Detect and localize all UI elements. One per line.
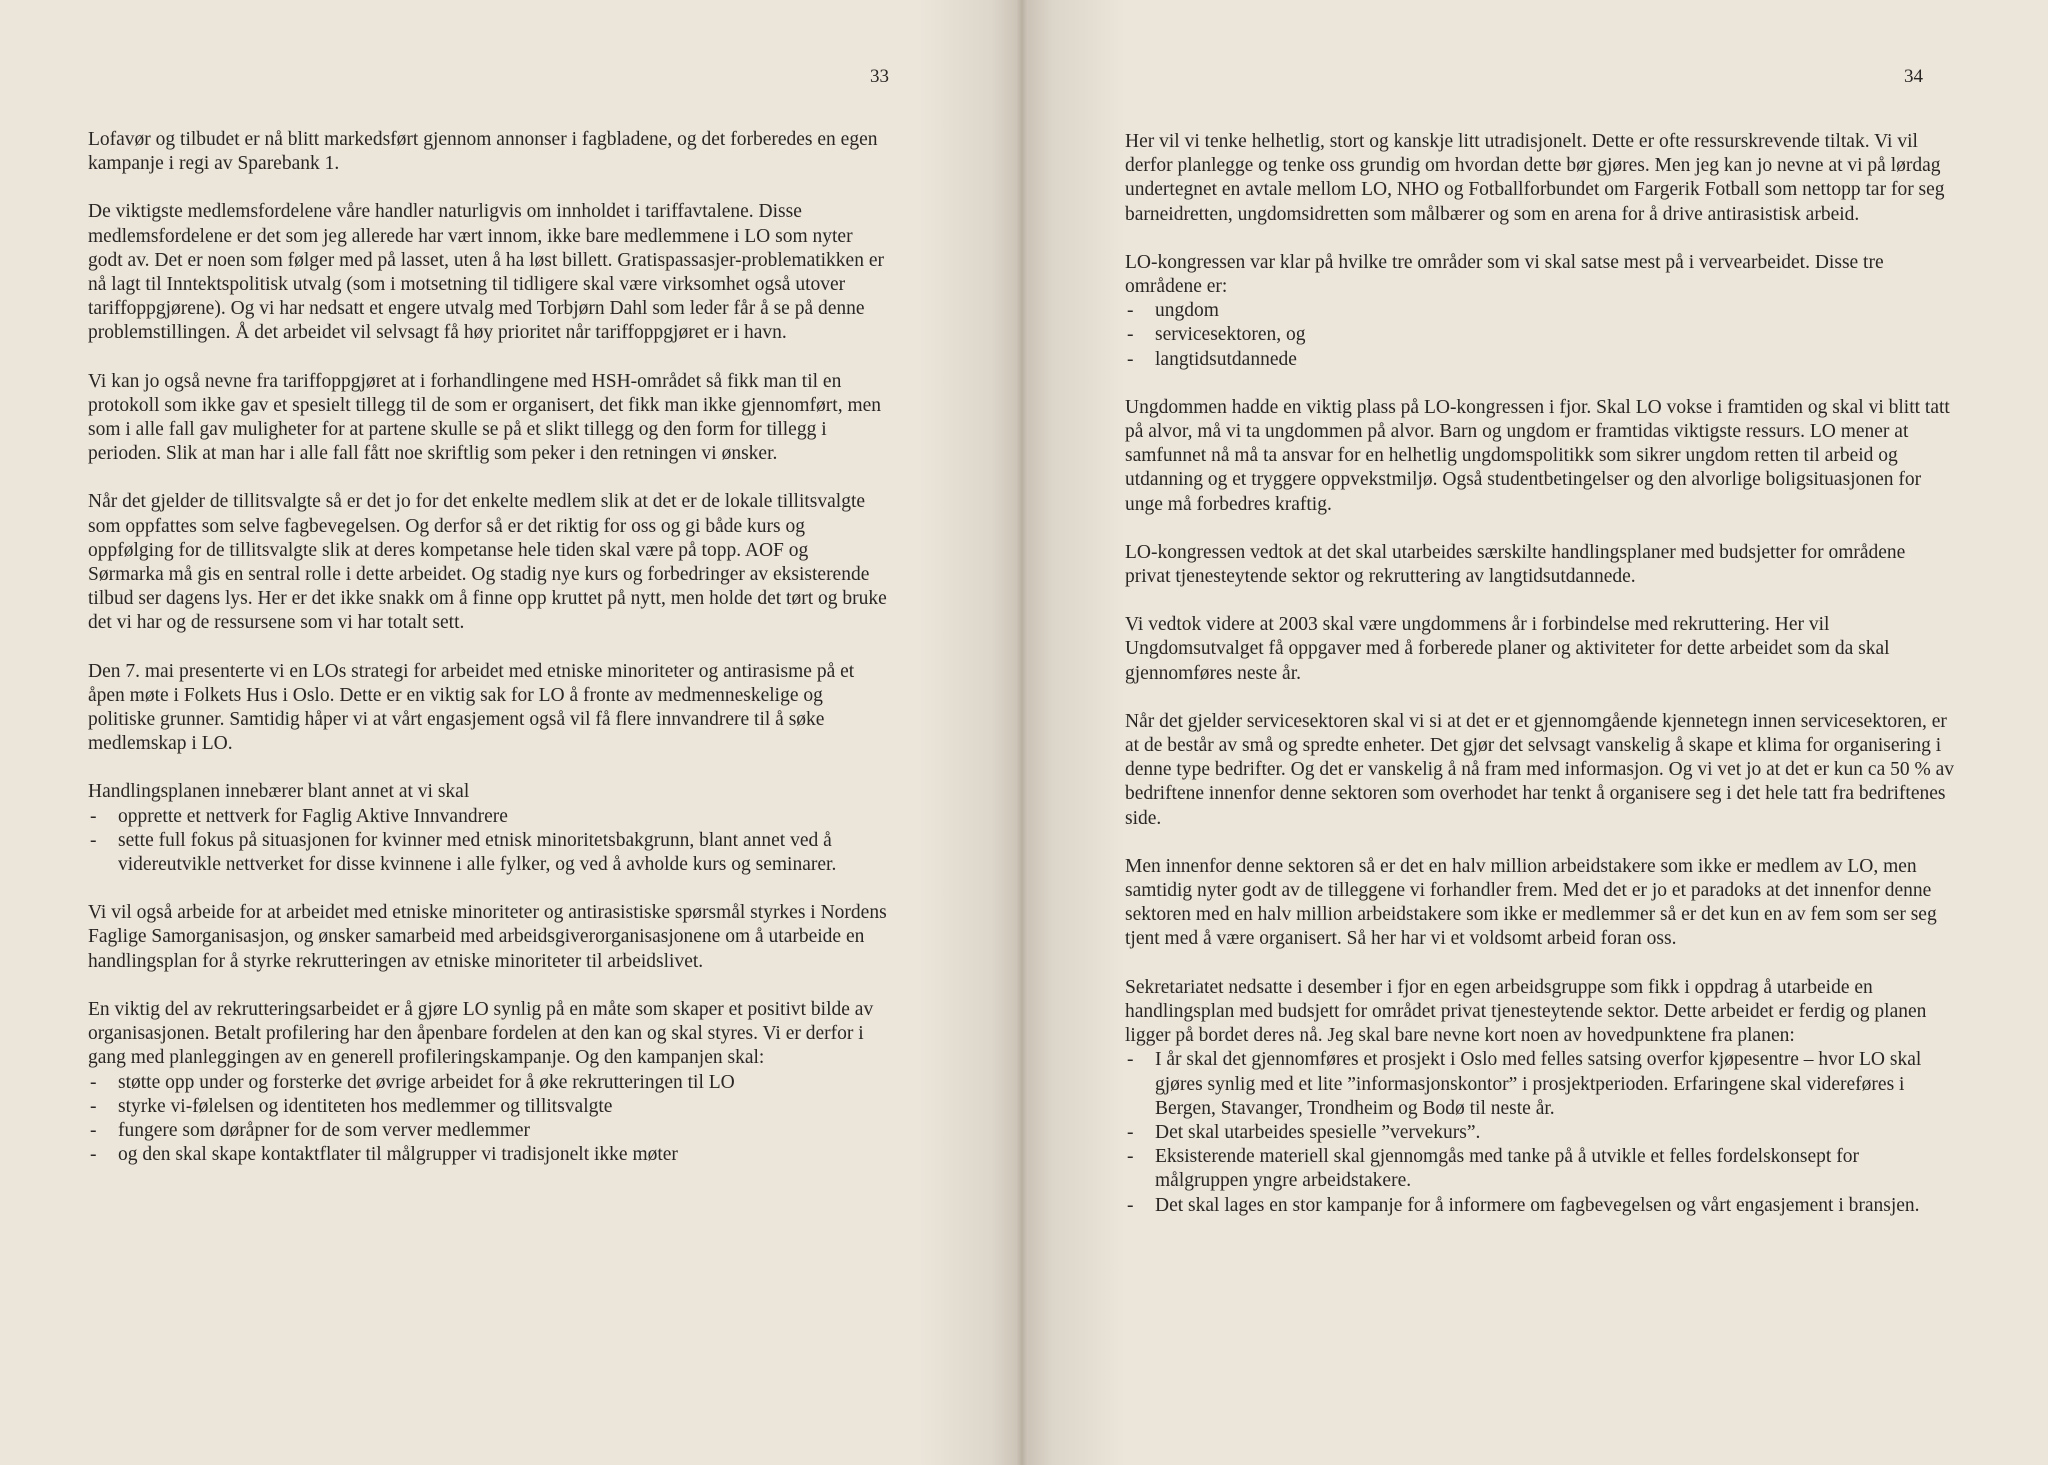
list-item: - og den skal skape kontaktflater til målgrupper vi tradisjonelt ikke møter xyxy=(88,1143,888,1167)
paragraph-intro: En viktig del av rekrutteringsarbeidet er å gjøre LO synlig på en måte som skaper et positivt bilde av organisasjonen. Betalt profilering har den åpenbare fordelen at den kan og skal styres. Vi er derfor i gang med planleggingen av en generell profileringskampanje. Og den kampanjen skal: xyxy=(88,998,874,1069)
paragraph: Lofavør og tilbudet er nå blitt markedsført gjennom annonser i fagbladene, og det forberedes en egen kampanje i regi av Sparebank 1. xyxy=(88,129,878,175)
paragraph: Vi kan jo også nevne fra tariffoppgjøret at i forhandlingene med HSH-området så fikk man til en protokoll som ikke gav et spesielt tillegg til de som er organisert, det fikk man ikke gjennomført, men som i alle fall gav muligheter for at partene skulle se på et slikt tillegg og den form for tillegg i perioden. Slik at man har i alle fall fått noe skriftlig som peker i den retningen vi ønsker. xyxy=(88,370,882,465)
list-item: - Det skal lages en stor kampanje for å informere om fagbevegelsen og vårt engasjement i bransjen. xyxy=(1125,1194,1955,1218)
bullet-list xyxy=(1125,299,1955,372)
paragraph: Her vil vi tenke helhetlig, stort og kanskje litt utradisjonelt. Dette er ofte ressurskrevende tiltak. Vi vil derfor planlegge og tenke oss grundig om hvordan dette bør gjøres. Men jeg kan jo nevne at vi på lørdag undertegnet en avtale mellom LO, NHO og Fotballforbundet om Fargerik Fotball som nettopp tar for seg barneidretten, ungdomsidretten som målbærer og som en arena for å drive antirasistisk arbeid. xyxy=(1125,131,1945,225)
paragraph: Når det gjelder de tillitsvalgte så er det jo for det enkelte medlem slik at det er de lokale tillitsvalgte som oppfattes som selve fagbevegelsen. Og derfor så er det riktig for oss og gi både kurs og oppfølging for de tillitsvalgte slik at deres kompetanse hele tiden skal være på topp. AOF og Sørmarka må gis en sentral rolle i dette arbeidet. Og stadig nye kurs og forbedringer av eksisterende tilbud ser dagens lys. Her er det ikke snakk om å finne opp kruttet på nytt, men holde det tørt og bruke det vi har og de ressursene som vi har totalt sett. xyxy=(88,491,887,634)
list-item: - Det skal utarbeides spesielle ”vervekurs”. xyxy=(1125,1121,1955,1145)
book-gutter xyxy=(1016,0,1028,1465)
paragraph: Vi vedtok videre at 2003 skal være ungdommens år i forbindelse med rekruttering. Her vil Ungdomsutvalget få oppgaver med å forberede planer og aktiviteter for dette arbeidet som da skal gjennomføres neste år. xyxy=(1125,614,1890,684)
list-item: - styrke vi-følelsen og identiteten hos medlemmer og tillitsvalgte xyxy=(88,1095,888,1119)
paragraph-intro: Sekretariatet nedsatte i desember i fjor en egen arbeidsgruppe som fikk i oppdrag å utarbeide en handlingsplan med budsjett for området privat tjenesteytende sektor. Dette arbeidet er ferdig og planen ligger på bordet deres nå. Jeg skal bare nevne kort noen av hovedpunktene fra planen: xyxy=(1125,976,1927,1047)
right-page xyxy=(1022,0,2048,1465)
list-item: - I år skal det gjennomføres et prosjekt i Oslo med felles satsing overfor kjøpesentre – hvor LO skal gjøres synlig med et lite ”informasjonskontor” i prosjektperioden. Erfaringene skal videreføres i Bergen, Stavanger, Trondheim og Bodø til neste år. xyxy=(1125,1048,1955,1121)
paragraph: Når det gjelder servicesektoren skal vi si at det er et gjennomgående kjennetegn innen servicesektoren, er at de består av små og spredte enheter. Det gjør det selvsagt vanskelig å skape et klima for organisering i denne type bedrifter. Og det er vanskelig å nå fram med informasjon. Og vi vet jo at det er kun ca 50 % av bedriftene innenfor denne sektoren som overhodet har tenkt å organisere seg i det hele tatt fra bedriftenes side. xyxy=(1125,710,1955,829)
right-page-body xyxy=(1125,130,1955,1242)
paragraph-intro: Handlingsplanen innebærer blant annet at vi skal xyxy=(88,781,470,803)
paragraph: De viktigste medlemsfordelene våre handler naturligvis om innholdet i tariffavtalene. Disse medlemsfordelene er det som jeg allerede har vært innom, ikke bare medlemmene i LO som nyter godt av. Det er noen som følger med på lasset, uten å ha løst billett. Gratispassasjer-problematikken er nå lagt til Inntektspolitisk utvalg (som i motsetning til tidligere skal være virksomhet også utover tariffoppgjørene). Og vi har nedsatt et engere utvalg med Torbjørn Dahl som leder får å se på denne problemstillingen. Å det arbeidet vil selvsagt få høy prioritet når tariffoppgjøret er i havn. xyxy=(88,201,884,344)
list-item: - ungdom xyxy=(1125,299,1955,323)
paragraph: Den 7. mai presenterte vi en LOs strategi for arbeidet med etniske minoriteter og antirasisme på et åpen møte i Folkets Hus i Oslo. Dette er en viktig sak for LO å fronte av medmenneskelige og politiske grunner. Samtidig håper vi at vårt engasjement også vil få flere innvandrere til å søke medlemskap i LO. xyxy=(88,660,855,755)
list-item: - Eksisterende materiell skal gjennomgås med tanke på å utvikle et felles fordelskonsept for målgruppen yngre arbeidstakere. xyxy=(1125,1145,1955,1193)
paragraph-intro: LO-kongressen var klar på hvilke tre områder som vi skal satse mest på i vervearbeidet. Disse tre områdene er: xyxy=(1125,251,1884,298)
list-item: - servicesektoren, og xyxy=(1125,323,1955,347)
list-item: - opprette et nettverk for Faglig Aktive Innvandrere xyxy=(88,805,888,829)
list-item: - langtidsutdannede xyxy=(1125,348,1955,372)
page-number: 34 xyxy=(1904,66,1923,87)
list-item: - sette full fokus på situasjonen for kvinner med etnisk minoritetsbakgrunn, blant annet ved å videreutvikle nettverket for disse kvinnene i alle fylker, og ved å avholde kurs og seminarer. xyxy=(88,829,888,877)
page-number: 33 xyxy=(870,66,889,87)
bullet-list xyxy=(88,1071,888,1168)
left-page xyxy=(0,0,1022,1465)
paragraph: Men innenfor denne sektoren så er det en halv million arbeidstakere som ikke er medlem av LO, men samtidig nyter godt av de tilleggene vi forhandler frem. Med det er jo et paradoks at det innenfor denne sektoren med en halv million arbeidstakere som ikke er medlemmer så er det kun en av fem som ser seg tjent med å være organisert. Så her har vi et voldsomt arbeid foran oss. xyxy=(1125,855,1937,950)
paragraph: Vi vil også arbeide for at arbeidet med etniske minoriteter og antirasistiske spørsmål styrkes i Nordens Faglige Samorganisasjon, og ønsker samarbeid med arbeidsgiverorganisasjonene om å utarbeide en handlingsplan for å styrke rekrutteringen av etniske minoriteter til arbeidslivet. xyxy=(88,902,887,972)
bullet-list xyxy=(88,805,888,878)
left-page-body xyxy=(88,128,888,1191)
list-item: - støtte opp under og forsterke det øvrige arbeidet for å øke rekrutteringen til LO xyxy=(88,1071,888,1095)
paragraph: Ungdommen hadde en viktig plass på LO-kongressen i fjor. Skal LO vokse i framtiden og skal vi blitt tatt på alvor, må vi ta ungdommen på alvor. Barn og ungdom er framtidas viktigste ressurs. LO mener at samfunnet nå må ta ansvar for en helhetlig ungdomspolitikk som sikrer ungdom retten til arbeid og utdanning og et tryggere oppvekstmiljø. Også studentbetingelser og den alvorlige boligsituasjonen for unge må forbedres kraftig. xyxy=(1125,396,1950,515)
list-item: - fungere som døråpner for de som verver medlemmer xyxy=(88,1119,888,1143)
paragraph: LO-kongressen vedtok at det skal utarbeides særskilte handlingsplaner med budsjetter for områdene privat tjenesteytende sektor og rekruttering av langtidsutdannede. xyxy=(1125,541,1906,588)
bullet-list xyxy=(1125,1048,1955,1217)
